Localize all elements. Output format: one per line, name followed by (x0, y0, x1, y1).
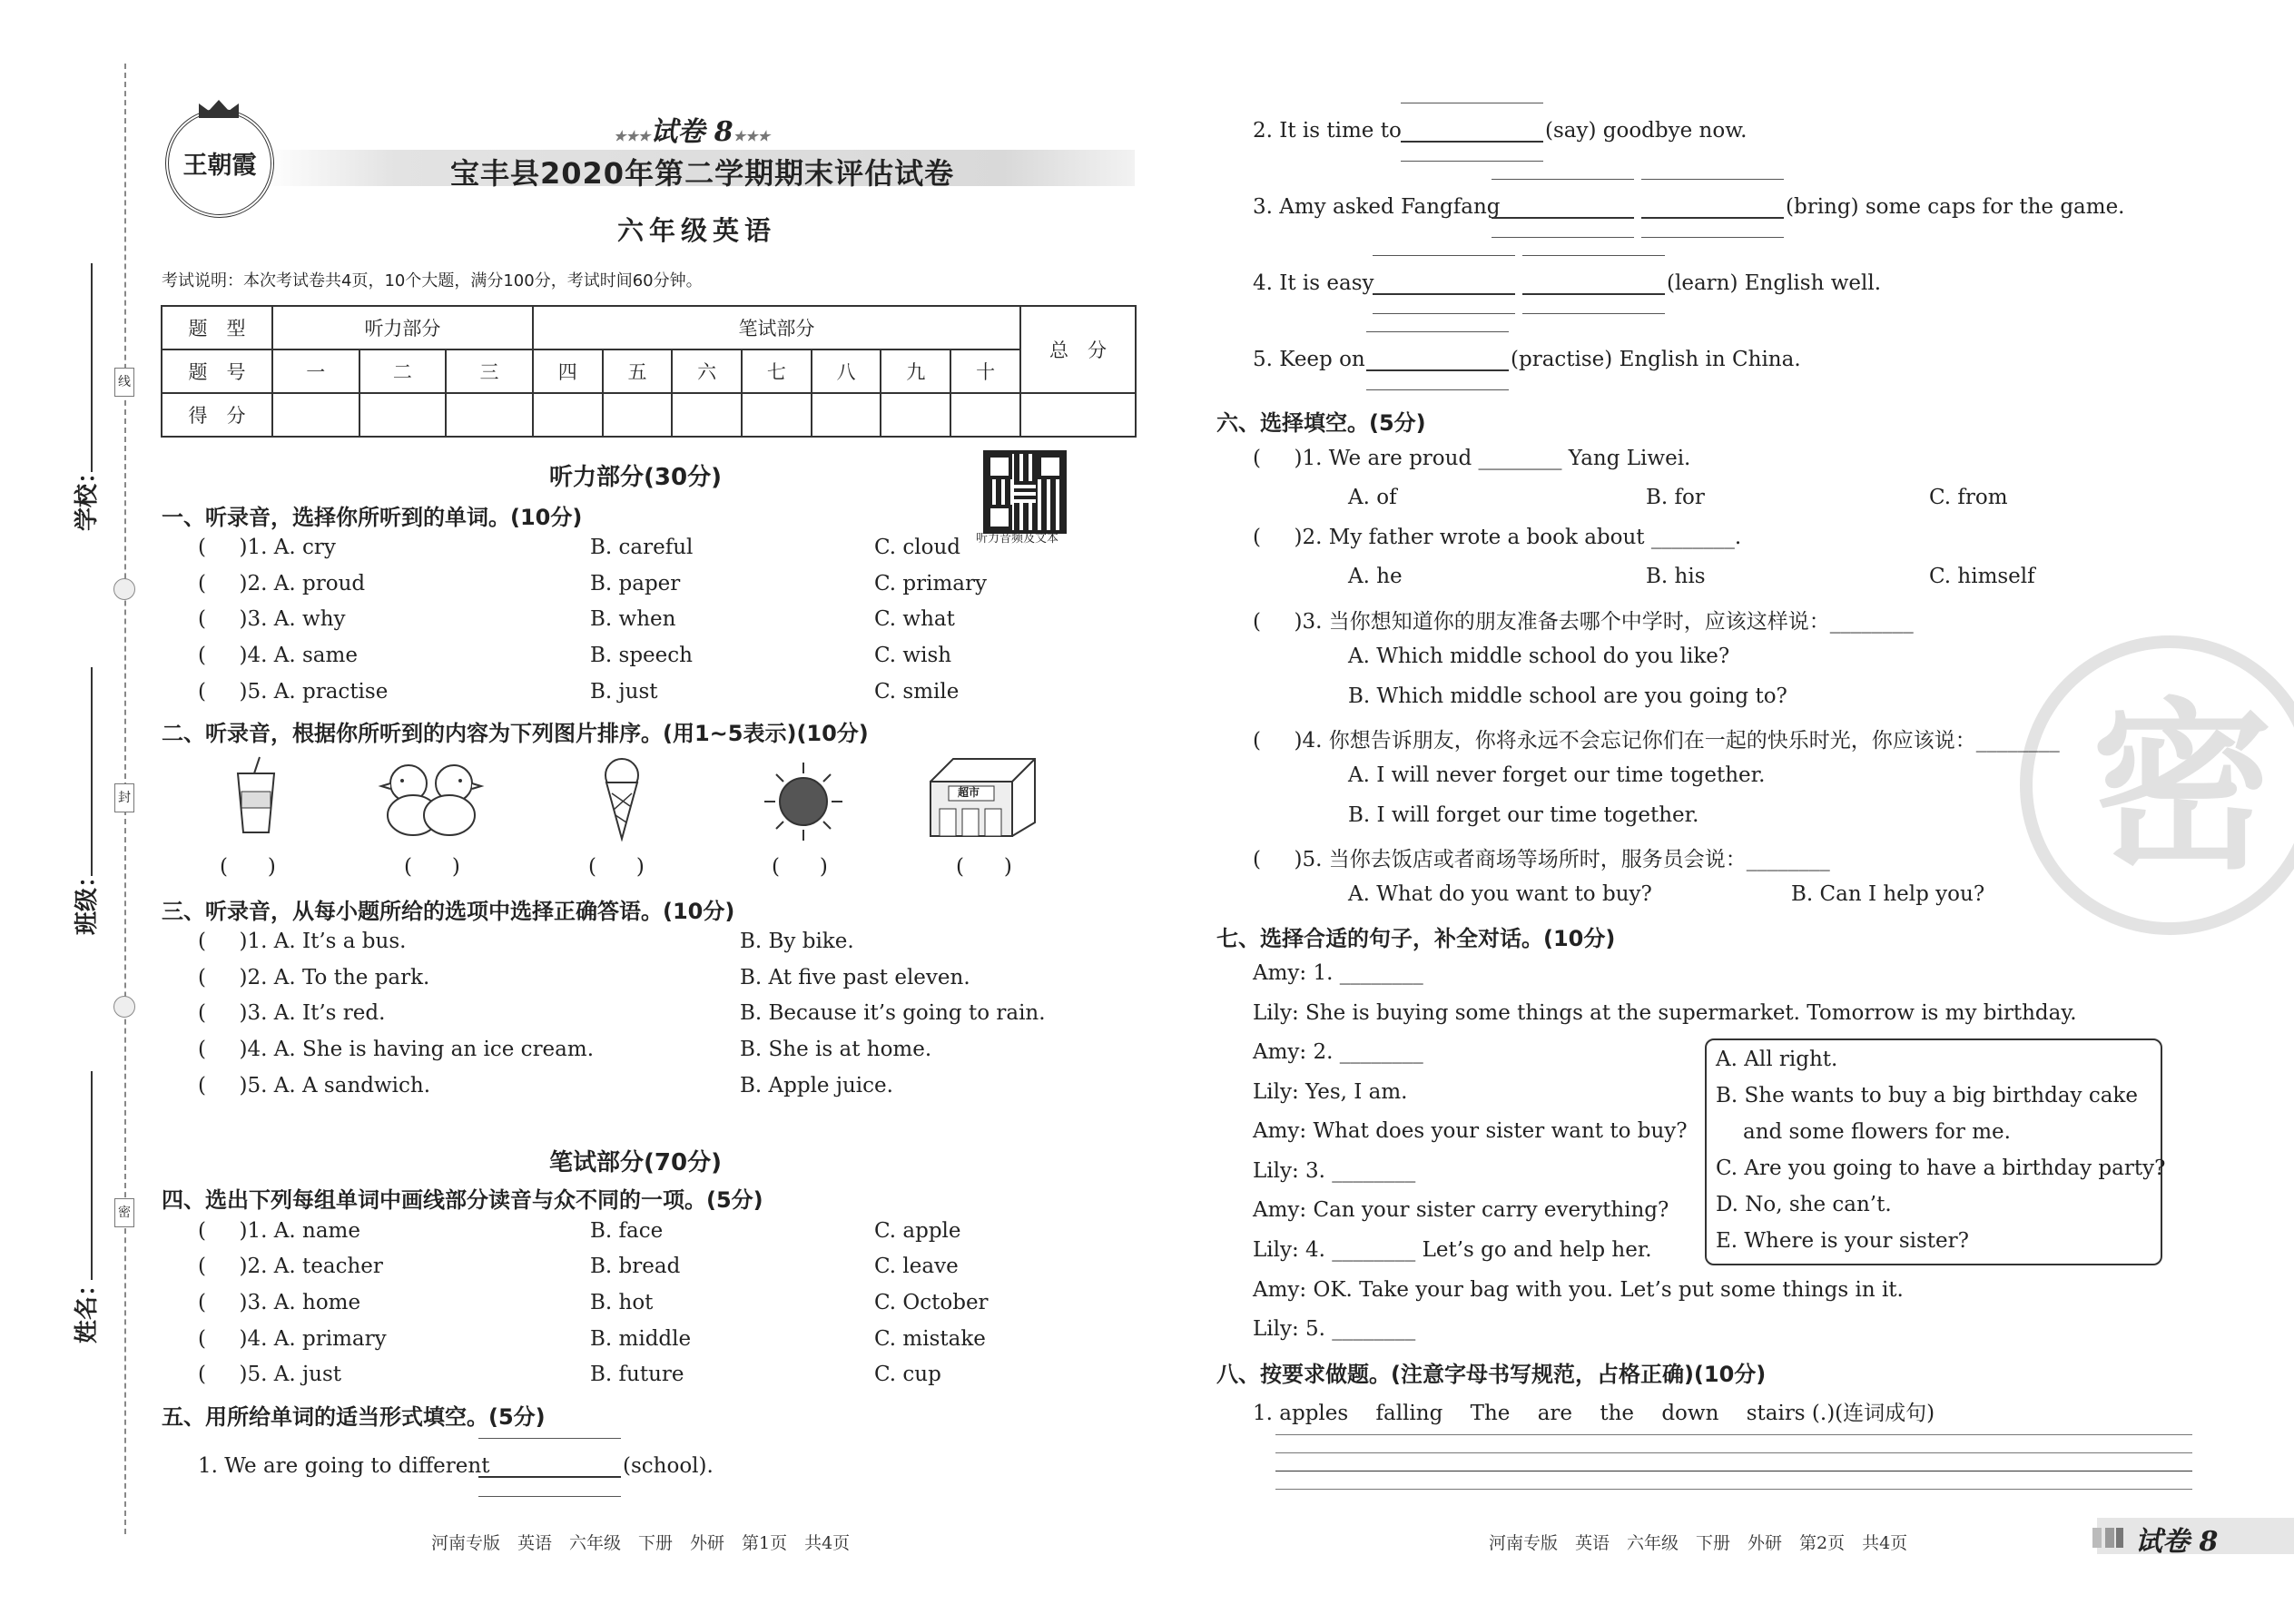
name-label: 姓名： (74, 1272, 101, 1343)
school-field-line[interactable] (91, 263, 93, 472)
list-item: ( )3. A. It’s red. (198, 1001, 386, 1025)
s5-q4-guide-bottom (1522, 313, 1665, 314)
score-cell[interactable] (533, 393, 603, 437)
section-number: 十 (950, 349, 1020, 393)
s5-q5-text: 5. Keep on (1253, 348, 1365, 371)
ruled-line (1275, 1452, 2192, 1453)
list-item: B. Because it’s going to rain. (740, 1001, 1046, 1025)
s5-q3-guide-bottom (1641, 237, 1784, 238)
list-item: ( )2. A. teacher (198, 1255, 383, 1278)
paper-tag-squares-icon (2092, 1528, 2123, 1548)
section-2-title: 二、听录音，根据你所听到的内容为下列图片排序。(用1~5表示)(10分) (162, 721, 869, 746)
s6-q5: ( )5. 当你去饭店或者商场等场所时，服务员会说：________ (1253, 848, 1830, 871)
list-item: ( )2. A. To the park. (198, 966, 430, 989)
s6-q3-opt-a: A. Which middle school do you like? (1348, 645, 1730, 668)
star-decor-icon: ★★★ (733, 128, 771, 144)
option-a: A. All right. (1716, 1048, 1838, 1071)
supermarket-picture (921, 750, 1044, 841)
list-item: C. leave (874, 1255, 959, 1278)
footer-right: 河南专版 英语 六年级 下册 外研 第2页 共4页 (1489, 1533, 1908, 1553)
s6-q2: ( )2. My father wrote a book about ________. (1253, 526, 1742, 549)
list-item: C. what (874, 607, 955, 631)
section-number: 一 (272, 349, 359, 393)
section-number: 九 (881, 349, 950, 393)
s6-q1: ( )1. We are proud ________ Yang Liwei. (1253, 447, 1691, 470)
section-number: 七 (742, 349, 812, 393)
s5-q1-answer-line[interactable] (478, 1476, 621, 1478)
s5-q1-guide-bottom (478, 1496, 621, 1497)
list-item: ( )4. A. same (198, 644, 358, 667)
seal-tag-secret: 密 (114, 1198, 134, 1227)
option-b: B. She wants to buy a big birthday cake (1716, 1084, 2138, 1107)
list-item: B. middle (590, 1327, 692, 1351)
subject-title: 六年级英语 (617, 215, 777, 246)
logo-emblem (165, 109, 274, 218)
writing-section-header: 笔试部分 (533, 306, 1020, 349)
score-cell[interactable] (272, 393, 359, 437)
ruled-line (1275, 1434, 2192, 1435)
s5-q5-guide-top (1366, 331, 1509, 332)
s5-q3-guide-top (1641, 179, 1784, 180)
answer-bracket[interactable]: ( ) (772, 855, 828, 879)
list-item: B. At five past eleven. (740, 966, 970, 989)
score-cell[interactable] (812, 393, 881, 437)
s5-q2-guide-bottom (1401, 161, 1543, 162)
ruled-line (1275, 1489, 2192, 1490)
section-8-title: 八、按要求做题。(注意字母书写规范，占格正确)(10分) (1216, 1362, 1767, 1387)
dialogue-line: Amy: OK. Take your bag with you. Let’s put some things in it. (1253, 1278, 1904, 1302)
dialogue-line: Amy: 1. ________ (1253, 961, 1423, 985)
list-item: B. when (590, 607, 676, 631)
dialogue-line: Lily: 4. ________ Let’s go and help her. (1253, 1238, 1652, 1262)
s6-q4-opt-b: B. I will forget our time together. (1348, 803, 1699, 827)
exam-note: 考试说明：本次考试卷共4页，10个大题，满分100分，考试时间60分钟。 (162, 271, 703, 290)
section-6-title: 六、选择填空。(5分) (1216, 410, 1426, 436)
list-item: B. careful (590, 536, 694, 559)
s5-q4-word: (learn) English well. (1667, 271, 1882, 295)
s6-q3: ( )3. 当你想知道你的朋友准备去哪个中学时，应该这样说：________ (1253, 610, 1914, 634)
option-c: C. Are you going to have a birthday party? (1716, 1156, 2166, 1180)
s5-q3-guide-top (1492, 179, 1634, 180)
star-decor-icon: ★★★ (614, 128, 651, 144)
s6-q1-opt-a: A. of (1348, 486, 1397, 509)
list-item: B. paper (590, 572, 681, 595)
s5-q3-answer-line-1[interactable] (1492, 217, 1634, 219)
list-item: ( )5. A. practise (198, 680, 389, 704)
paper-tag: 试卷 8 (2135, 1526, 2219, 1558)
qr-caption: 听力音频及文本 (976, 532, 1059, 546)
list-item: ( )1. A. cry (198, 536, 336, 559)
s5-q3-answer-line-2[interactable] (1641, 217, 1784, 219)
list-item: ( )1. A. name (198, 1219, 360, 1243)
score-cell[interactable] (672, 393, 742, 437)
list-item: C. mistake (874, 1327, 986, 1351)
list-item: ( )3. A. home (198, 1291, 361, 1314)
section-4-title: 四、选出下列每组单词中画线部分读音与众不同的一项。(5分) (162, 1187, 763, 1213)
binding-hole-2 (113, 996, 135, 1018)
s5-q2-word: (say) goodbye now. (1545, 119, 1748, 143)
score-cell[interactable] (1020, 393, 1136, 437)
s5-q1-word: (school). (623, 1454, 714, 1478)
list-item: B. future (590, 1363, 684, 1386)
row-label-score: 得 分 (162, 393, 272, 437)
total-header: 总 分 (1020, 306, 1136, 393)
logo-text: 王朝霞 (182, 152, 257, 180)
row-label-number: 题 号 (162, 349, 272, 393)
dialogue-line: Lily: Yes, I am. (1253, 1080, 1408, 1104)
answer-bracket[interactable]: ( ) (404, 855, 460, 879)
score-cell[interactable] (881, 393, 950, 437)
option-b-cont: and some flowers for me. (1743, 1120, 2011, 1144)
section-number: 八 (812, 349, 881, 393)
list-item: B. By bike. (740, 930, 854, 953)
sun-picture (763, 761, 844, 842)
writing-title: 笔试部分(70分) (549, 1149, 722, 1176)
s5-q4-guide-top (1522, 255, 1665, 256)
s5-q4-text: 4. It is easy (1253, 271, 1374, 295)
list-item: B. bread (590, 1255, 681, 1278)
binding-hole-1 (113, 578, 135, 600)
section-number: 二 (359, 349, 447, 393)
watermark-stamp (2020, 635, 2294, 935)
score-cell[interactable] (446, 393, 533, 437)
score-cell[interactable] (603, 393, 673, 437)
logo-crown-icon (199, 100, 239, 118)
s6-q2-opt-a: A. he (1348, 565, 1403, 588)
list-item: ( )1. A. It’s a bus. (198, 930, 407, 953)
answer-bracket[interactable]: ( ) (956, 855, 1012, 879)
answer-bracket[interactable]: ( ) (588, 855, 645, 879)
list-item: C. apple (874, 1219, 961, 1243)
s6-q2-opt-b: B. his (1646, 565, 1706, 588)
s6-q2-opt-c: C. himself (1929, 565, 2035, 588)
s5-q5-word: (practise) English in China. (1511, 348, 1801, 371)
list-item: ( )4. A. primary (198, 1327, 387, 1351)
seal-tag-seal: 封 (114, 783, 134, 812)
list-item: C. primary (874, 572, 987, 595)
score-cell[interactable] (742, 393, 812, 437)
list-item: ( )5. A. A sandwich. (198, 1074, 431, 1097)
exam-title: 宝丰县2020年第二学期期末评估试卷 (450, 156, 955, 191)
dialogue-line: Amy: What does your sister want to buy? (1253, 1119, 1688, 1143)
section-number: 六 (672, 349, 742, 393)
score-cell[interactable] (359, 393, 447, 437)
listening-section-header: 听力部分 (272, 306, 533, 349)
paper-number-label: ★★★试卷 8★★★ (614, 116, 771, 148)
s5-q3-guide-bottom (1492, 237, 1634, 238)
s5-q4-guide-top (1373, 255, 1515, 256)
dialogue-line: Amy: Can your sister carry everything? (1253, 1198, 1669, 1222)
list-item: ( )2. A. proud (198, 572, 366, 595)
dialogue-line: Lily: 5. ________ (1253, 1317, 1416, 1341)
name-field-line[interactable] (91, 1071, 93, 1280)
s5-q3-text: 3. Amy asked Fangfang (1253, 195, 1501, 219)
section-number: 四 (533, 349, 603, 393)
row-label-type: 题 型 (162, 306, 272, 349)
list-item: B. hot (590, 1291, 654, 1314)
s5-q5-answer-line[interactable] (1366, 369, 1509, 371)
s5-q3-word: (bring) some caps for the game. (1786, 195, 2125, 219)
option-d: D. No, she can’t. (1716, 1193, 1892, 1216)
dialogue-options-box (1705, 1038, 2166, 1265)
s5-q5-guide-bottom (1366, 389, 1509, 390)
list-item: B. Apple juice. (740, 1074, 893, 1097)
list-item: B. She is at home. (740, 1038, 932, 1061)
list-item: C. smile (874, 680, 960, 704)
class-label: 班级： (74, 863, 101, 935)
dialogue-line: Lily: She is buying some things at the supermarket. Tomorrow is my birthday. (1253, 1001, 2077, 1025)
list-item: B. just (590, 680, 658, 704)
section-5-title: 五、用所给单词的适当形式填空。(5分) (162, 1404, 546, 1430)
s5-q1-text: 1. We are going to different (198, 1454, 490, 1478)
s6-q4: ( )4. 你想告诉朋友，你将永远不会忘记你们在一起的快乐时光，你应该说：________ (1253, 729, 2060, 753)
list-item: ( )3. A. why (198, 607, 346, 631)
s5-q2-answer-line[interactable] (1401, 141, 1543, 143)
list-item: C. cloud (874, 536, 961, 559)
ice-cream-picture (599, 755, 645, 842)
s5-q4-answer-line-2[interactable] (1522, 293, 1665, 295)
list-item: B. speech (590, 644, 693, 667)
s5-q4-guide-bottom (1373, 313, 1515, 314)
s6-q5-opt-b: B. Can I help you? (1791, 882, 1985, 906)
section-1-title: 一、听录音，选择你所听到的单词。(10分) (162, 505, 583, 530)
s8-q1: 1. apples falling The are the down stairs (.)(连词成句) (1253, 1402, 1935, 1425)
listening-title: 听力部分(30分) (549, 464, 722, 491)
footer-left: 河南专版 英语 六年级 下册 外研 第1页 共4页 (431, 1533, 851, 1553)
dialogue-line: Amy: 2. ________ (1253, 1040, 1423, 1064)
supermarket-sign: 超市 (958, 786, 980, 799)
answer-bracket[interactable]: ( ) (220, 855, 276, 879)
chicks-picture (377, 752, 486, 842)
section-7-title: 七、选择合适的句子，补全对话。(10分) (1216, 926, 1616, 951)
list-item: C. October (874, 1291, 989, 1314)
s5-q2-text: 2. It is time to (1253, 119, 1402, 143)
s6-q1-opt-b: B. for (1646, 486, 1705, 509)
score-table (161, 305, 1137, 438)
drink-cup-picture (229, 755, 283, 837)
watermark-glyph: 密 (2091, 683, 2273, 894)
list-item: ( )5. A. just (198, 1363, 341, 1386)
seal-tag-line: 线 (114, 368, 134, 397)
section-number: 五 (603, 349, 673, 393)
qr-code[interactable] (983, 450, 1067, 534)
s5-q1-guide-top (478, 1438, 621, 1439)
class-field-line[interactable] (91, 667, 93, 876)
school-label: 学校： (74, 459, 101, 531)
list-item: ( )4. A. She is having an ice cream. (198, 1038, 595, 1061)
section-3-title: 三、听录音，从每小题所给的选项中选择正确答语。(10分) (162, 899, 735, 924)
option-e: E. Where is your sister? (1716, 1229, 1969, 1253)
score-cell[interactable] (950, 393, 1020, 437)
s6-q1-opt-c: C. from (1929, 486, 2008, 509)
list-item: C. wish (874, 644, 952, 667)
list-item: B. face (590, 1219, 664, 1243)
s6-q5-opt-a: A. What do you want to buy? (1348, 882, 1652, 906)
s6-q4-opt-a: A. I will never forget our time together. (1348, 763, 1766, 787)
dialogue-line: Lily: 3. ________ (1253, 1159, 1416, 1183)
s6-q3-opt-b: B. Which middle school are you going to? (1348, 684, 1787, 708)
section-number: 三 (446, 349, 533, 393)
s5-q4-answer-line-1[interactable] (1373, 293, 1515, 295)
list-item: C. cup (874, 1363, 941, 1386)
